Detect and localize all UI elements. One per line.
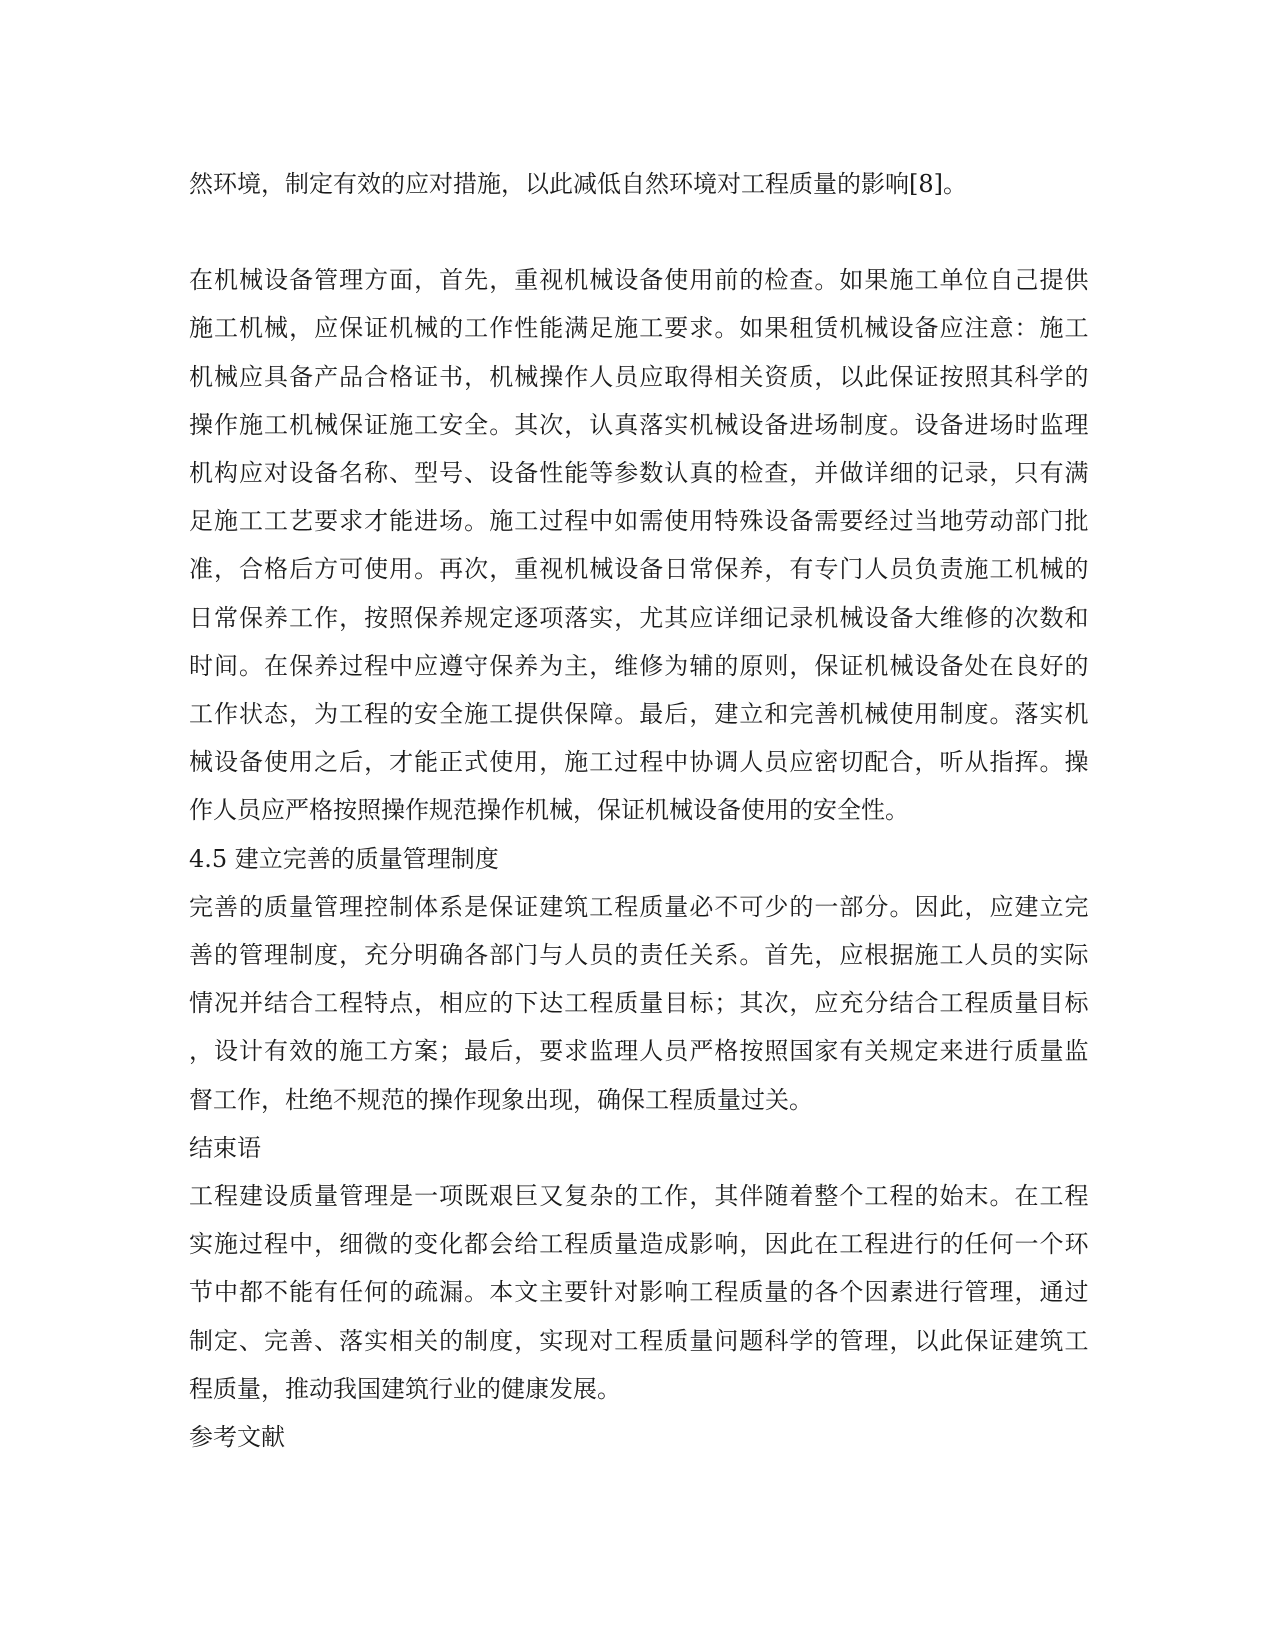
paragraph-line: 日 常 保 养 工 作 ， 按 照 保 养 规 定 逐 项 落 实 ， 尤 其 应 详 细 记 录 机 械 设 备 大 维 修 的 次 数 和 xyxy=(189,603,1089,632)
paragraph-line: 机 构 应 对 设 备 名 称 、 型 号 、 设 备 性 能 等 参 数 认 真 的 检 查 ， 并 做 详 细 的 记 录 ， 只 有 满 xyxy=(189,459,1089,488)
paragraph-line: 然环境，制定有效的应对措施，以此减低自然环境对工程质量的影响[8]。 xyxy=(189,170,967,198)
section-heading: 4.5 建立完善的质量管理制度 xyxy=(189,844,499,873)
paragraph-line: 情 况 并 结 合 工 程 特 点 ， 相 应 的 下 达 工 程 质 量 目 标 ； 其 次 ， 应 充 分 结 合 工 程 质 量 目 标 xyxy=(189,989,1089,1018)
paragraph-line: 准 ， 合 格 后 方 可 使 用 。 再 次 ， 重 视 机 械 设 备 日 常 保 养 ， 有 专 门 人 员 负 责 施 工 机 械 的 xyxy=(189,555,1089,584)
paragraph-line: 时 间 。 在 保 养 过 程 中 应 遵 守 保 养 为 主 ， 维 修 为 辅 的 原 则 ， 保 证 机 械 设 备 处 在 良 好 的 xyxy=(189,651,1089,680)
paragraph-line: 在 机 械 设 备 管 理 方 面 ， 首 先 ， 重 视 机 械 设 备 使 用 前 的 检 查 。 如 果 施 工 单 位 自 己 提 供 xyxy=(189,266,1089,295)
paragraph-line: ， 设 计 有 效 的 施 工 方 案 ； 最 后 ， 要 求 监 理 人 员 严 格 按 照 国 家 有 关 规 定 来 进 行 质 量 监 xyxy=(189,1037,1089,1066)
paragraph-line: 节 中 都 不 能 有 任 何 的 疏 漏 。 本 文 主 要 针 对 影 响 工 程 质 量 的 各 个 因 素 进 行 管 理 ， 通 过 xyxy=(189,1278,1089,1307)
paragraph-line: 械 设 备 使 用 之 后 ， 才 能 正 式 使 用 ， 施 工 过 程 中 协 调 人 员 应 密 切 配 合 ， 听 从 指 挥 。 操 xyxy=(189,748,1089,777)
references-heading: 参考文献 xyxy=(189,1423,285,1452)
paragraph-conclusion xyxy=(189,1172,1089,1413)
paragraph-line: 完 善 的 质 量 管 理 控 制 体 系 是 保 证 建 筑 工 程 质 量 必 不 可 少 的 一 部 分 。 因 此 ， 应 建 立 完 xyxy=(189,892,1089,921)
conclusion-heading: 结束语 xyxy=(189,1133,261,1162)
paragraph-quality xyxy=(189,883,1089,1124)
paragraph-line: 机 械 应 具 备 产 品 合 格 证 书 ， 机 械 操 作 人 员 应 取 得 相 关 资 质 ， 以 此 保 证 按 照 其 科 学 的 xyxy=(189,362,1089,391)
paragraph-line: 足 施 工 工 艺 要 求 才 能 进 场 。 施 工 过 程 中 如 需 使 用 特 殊 设 备 需 要 经 过 当 地 劳 动 部 门 批 xyxy=(189,507,1089,536)
paragraph-line: 程质量，推动我国建筑行业的健康发展。 xyxy=(189,1374,621,1403)
paragraph-line: 作人员应严格按照操作规范操作机械，保证机械设备使用的安全性。 xyxy=(189,796,909,825)
paragraph-machinery xyxy=(189,256,1089,834)
paragraph-line: 督工作，杜绝不规范的操作现象出现，确保工程质量过关。 xyxy=(189,1085,813,1114)
paragraph-line: 工 程 建 设 质 量 管 理 是 一 项 既 艰 巨 又 复 杂 的 工 作 ， 其 伴 随 着 整 个 工 程 的 始 末 。 在 工 程 xyxy=(189,1182,1089,1211)
paragraph-line: 工 作 状 态 ， 为 工 程 的 安 全 施 工 提 供 保 障 。 最 后 ， 建 立 和 完 善 机 械 使 用 制 度 。 落 实 机 xyxy=(189,700,1089,729)
paragraph-gap xyxy=(189,208,1089,256)
paragraph-line: 操 作 施 工 机 械 保 证 施 工 安 全 。 其 次 ， 认 真 落 实 机 械 设 备 进 场 制 度 。 设 备 进 场 时 监 理 xyxy=(189,410,1089,439)
paragraph-line: 施 工 机 械 ， 应 保 证 机 械 的 工 作 性 能 满 足 施 工 要 求 。 如 果 租 赁 机 械 设 备 应 注 意 ： 施 工 xyxy=(189,314,1089,343)
paragraph-line: 善 的 管 理 制 度 ， 充 分 明 确 各 部 门 与 人 员 的 责 任 关 系 。 首 先 ， 应 根 据 施 工 人 员 的 实 际 xyxy=(189,941,1089,970)
document-page xyxy=(189,160,1089,1461)
paragraph-line: 制 定 、 完 善 、 落 实 相 关 的 制 度 ， 实 现 对 工 程 质 量 问 题 科 学 的 管 理 ， 以 此 保 证 建 筑 工 xyxy=(189,1326,1089,1355)
paragraph-line: 实 施 过 程 中 ， 细 微 的 变 化 都 会 给 工 程 质 量 造 成 影 响 ， 因 此 在 工 程 进 行 的 任 何 一 个 环 xyxy=(189,1230,1089,1259)
